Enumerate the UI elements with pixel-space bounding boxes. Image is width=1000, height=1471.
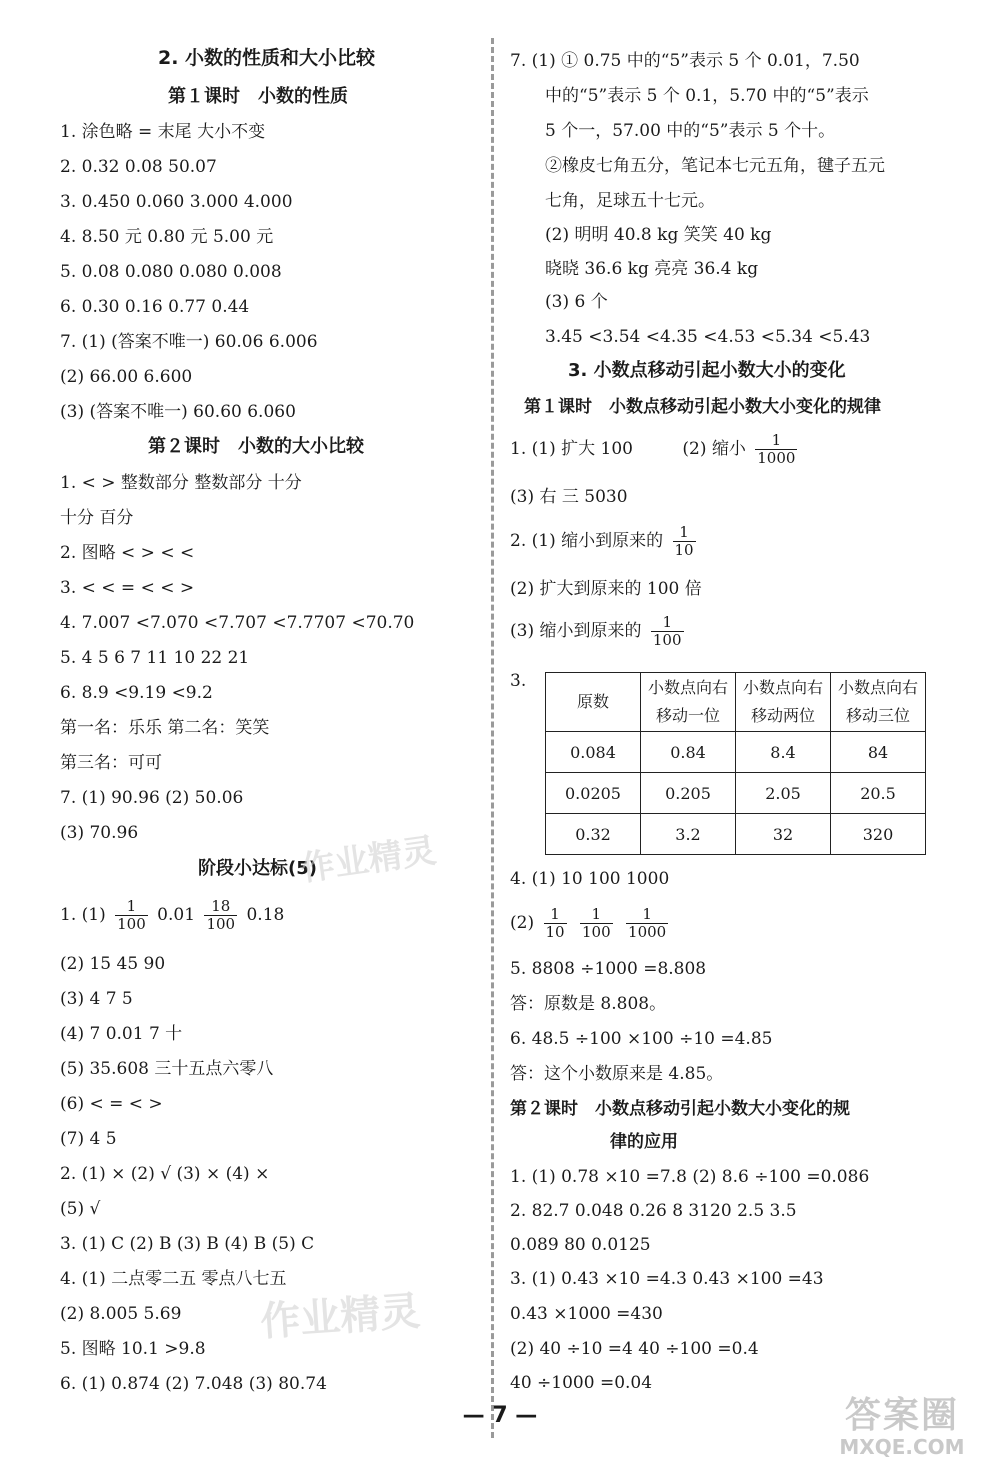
fraction bbox=[115, 898, 148, 933]
watermark: 作业精灵 bbox=[298, 830, 439, 890]
answer-line-fraction bbox=[510, 524, 700, 559]
answer-line: 4. (1) 10 100 1000 bbox=[510, 869, 670, 889]
answer-line: (2) 15 45 90 bbox=[60, 954, 166, 974]
answer-line: 7. (1) 90.96 (2) 50.06 bbox=[60, 788, 244, 808]
lesson-title: 第１课时 小数点移动引起小数大小变化的规律 bbox=[524, 397, 881, 417]
table-cell: 3.2 bbox=[641, 814, 736, 855]
header-text: 小数点向右 bbox=[742, 678, 823, 697]
answer-line: (7) 4 5 bbox=[60, 1129, 117, 1149]
table-cell: 0.32 bbox=[546, 814, 641, 855]
lesson-title: 第２课时 小数的大小比较 bbox=[148, 436, 364, 457]
answer-line: (3) (答案不唯一) 60.60 6.060 bbox=[60, 402, 296, 422]
answer-line: 1. (1) 0.78 ×10 =7.8 (2) 8.6 ÷100 =0.086 bbox=[510, 1167, 870, 1187]
fraction-numerator: 1 bbox=[115, 898, 148, 916]
answer-line: 答：原数是 8.808。 bbox=[510, 994, 667, 1014]
answer-line: 5. 8808 ÷1000 =8.808 bbox=[510, 959, 707, 979]
fraction bbox=[626, 906, 668, 941]
question-number: 3. bbox=[510, 671, 527, 691]
table-cell: 0.0205 bbox=[546, 773, 641, 814]
answer-text: 1. (1) 扩大 100 bbox=[510, 439, 633, 459]
table-row bbox=[546, 773, 926, 814]
answer-line: (4) 7 0.01 7 十 bbox=[60, 1024, 183, 1044]
decimal-shift-table bbox=[545, 672, 926, 855]
answer-line: 5. 图略 10.1 >9.8 bbox=[60, 1339, 206, 1359]
logo-text: 答案圈 bbox=[844, 1395, 959, 1436]
page-number: — 7 — bbox=[462, 1403, 538, 1428]
answer-line: (3) 4 7 5 bbox=[60, 989, 133, 1009]
fraction-denominator: 10 bbox=[545, 923, 565, 941]
answer-line-fractions bbox=[510, 906, 672, 941]
fraction-numerator: 1 bbox=[580, 906, 613, 924]
fraction-denominator: 1000 bbox=[628, 923, 667, 941]
fraction-numerator: 1 bbox=[544, 906, 567, 924]
answer-line: 7. (1) ① 0.75 中的“5”表示 5 个 0.01，7.50 bbox=[510, 51, 860, 71]
table-row bbox=[546, 732, 926, 773]
answer-text: (3) 缩小到原来的 bbox=[510, 621, 642, 641]
column-divider bbox=[491, 38, 494, 1438]
table-cell: 32 bbox=[736, 814, 831, 855]
fraction-numerator: 1 bbox=[651, 614, 684, 632]
answer-line: 七角，足球五十七元。 bbox=[545, 191, 715, 211]
answer-text: 2. (1) 缩小到原来的 bbox=[510, 531, 664, 551]
fraction bbox=[651, 614, 684, 649]
header-text: 小数点向右 bbox=[837, 678, 918, 697]
answer-prefix: (2) bbox=[510, 913, 535, 933]
table-cell: 0.084 bbox=[546, 732, 641, 773]
answer-line: (2) 8.005 5.69 bbox=[60, 1304, 182, 1324]
header-text: 移动三位 bbox=[845, 706, 910, 725]
answer-line: ②橡皮七角五分，笔记本七元五角，毽子五元 bbox=[545, 156, 885, 176]
answer-value: 0.01 bbox=[157, 905, 196, 925]
answer-line: 2. 0.32 0.08 50.07 bbox=[60, 157, 217, 177]
header-text: 移动两位 bbox=[750, 706, 815, 725]
answer-line: 4. 7.007 <7.070 <7.707 <7.7707 <70.70 bbox=[60, 613, 415, 633]
answer-line: (3) 70.96 bbox=[60, 823, 139, 843]
table-header bbox=[546, 673, 641, 732]
answer-prefix: 1. (1) bbox=[60, 905, 106, 925]
answer-line: (2) 扩大到原来的 100 倍 bbox=[510, 579, 702, 599]
fraction bbox=[544, 906, 567, 941]
answer-line: 第一名：乐乐 第二名：笑笑 bbox=[60, 718, 270, 738]
answer-line: 晓晓 36.6 kg 亮亮 36.4 kg bbox=[545, 259, 759, 279]
answer-text: (2) 缩小 bbox=[682, 439, 746, 459]
answer-line: 5 个一，57.00 中的“5”表示 5 个十。 bbox=[545, 121, 836, 141]
table-cell: 0.205 bbox=[641, 773, 736, 814]
fraction-denominator: 100 bbox=[582, 923, 611, 941]
fraction-denominator: 1000 bbox=[757, 449, 796, 467]
answer-line-fractions bbox=[60, 898, 284, 933]
fraction-numerator: 1 bbox=[626, 906, 668, 924]
answer-line: (3) 右 三 5030 bbox=[510, 487, 628, 507]
answer-line: 2. 图略 < > < < bbox=[60, 543, 195, 563]
section-title: 2. 小数的性质和大小比较 bbox=[158, 47, 376, 69]
table-cell: 2.05 bbox=[736, 773, 831, 814]
answer-line: 3. < < = < < > bbox=[60, 578, 195, 598]
answer-line-fraction bbox=[510, 432, 801, 467]
answer-line: 3. (1) C (2) B (3) B (4) B (5) C bbox=[60, 1234, 315, 1254]
table-cell: 84 bbox=[831, 732, 926, 773]
answer-value: 0.18 bbox=[246, 905, 285, 925]
fraction bbox=[755, 432, 797, 467]
fraction-numerator: 1 bbox=[755, 432, 797, 450]
logo-url: MXQE.COM bbox=[839, 1435, 965, 1459]
answer-line: 1. 涂色略 = 末尾 大小不变 bbox=[60, 122, 266, 142]
table-cell: 8.4 bbox=[736, 732, 831, 773]
table-header bbox=[831, 673, 926, 732]
answer-line: 6. (1) 0.874 (2) 7.048 (3) 80.74 bbox=[60, 1374, 327, 1394]
answer-line: 6. 0.30 0.16 0.77 0.44 bbox=[60, 297, 250, 317]
answer-line: 6. 48.5 ÷100 ×100 ÷10 =4.85 bbox=[510, 1029, 773, 1049]
answer-line: 40 ÷1000 =0.04 bbox=[510, 1373, 653, 1393]
header-text: 小数点向右 bbox=[647, 678, 728, 697]
answer-line: (5) 35.608 三十五点六零八 bbox=[60, 1059, 274, 1079]
stage-title: 阶段小达标(5) bbox=[198, 858, 317, 879]
answer-line: (2) 66.00 6.600 bbox=[60, 367, 193, 387]
answer-line: 6. 8.9 <9.19 <9.2 bbox=[60, 683, 213, 703]
answer-line: (6) < = < > bbox=[60, 1094, 163, 1114]
fraction-denominator: 10 bbox=[674, 541, 694, 559]
fraction bbox=[673, 524, 696, 559]
answer-line: 2. (1) × (2) √ (3) × (4) × bbox=[60, 1164, 270, 1184]
watermark: 作业精灵 bbox=[258, 1288, 422, 1346]
answer-line: 7. (1) (答案不唯一) 60.06 6.006 bbox=[60, 332, 318, 352]
lesson-title: 第１课时 小数的性质 bbox=[168, 86, 348, 107]
answer-line: (3) 6 个 bbox=[545, 292, 608, 312]
fraction-denominator: 100 bbox=[206, 915, 236, 933]
answer-line-fraction bbox=[510, 614, 688, 649]
table-cell: 20.5 bbox=[831, 773, 926, 814]
lesson-title-continued: 律的应用 bbox=[610, 1132, 678, 1152]
answer-line: 0.089 80 0.0125 bbox=[510, 1235, 651, 1255]
header-text: 移动一位 bbox=[655, 706, 720, 725]
answer-line: 0.43 ×1000 =430 bbox=[510, 1304, 663, 1324]
fraction-numerator: 18 bbox=[204, 898, 237, 916]
answer-line: 5. 4 5 6 7 11 10 22 21 bbox=[60, 648, 250, 668]
table-cell: 320 bbox=[831, 814, 926, 855]
answer-line: (5) √ bbox=[60, 1199, 101, 1219]
answer-line: 5. 0.08 0.080 0.080 0.008 bbox=[60, 262, 282, 282]
answer-line: 十分 百分 bbox=[60, 508, 134, 528]
answer-line: 中的“5”表示 5 个 0.1，5.70 中的“5”表示 bbox=[545, 86, 869, 106]
fraction-denominator: 100 bbox=[117, 915, 146, 933]
answer-line: (2) 明明 40.8 kg 笑笑 40 kg bbox=[545, 225, 772, 245]
fraction bbox=[580, 906, 613, 941]
answer-line: 3. 0.450 0.060 3.000 4.000 bbox=[60, 192, 293, 212]
site-logo bbox=[818, 1396, 986, 1464]
lesson-title: 第２课时 小数点移动引起小数大小变化的规 bbox=[510, 1099, 850, 1119]
table-header bbox=[641, 673, 736, 732]
answer-line: 4. 8.50 元 0.80 元 5.00 元 bbox=[60, 227, 274, 247]
header-text: 原数 bbox=[576, 692, 609, 711]
table-row bbox=[546, 814, 926, 855]
answer-line: 答：这个小数原来是 4.85。 bbox=[510, 1064, 724, 1084]
fraction-numerator: 1 bbox=[673, 524, 696, 542]
answer-line: 3. (1) 0.43 ×10 =4.3 0.43 ×100 =43 bbox=[510, 1269, 824, 1289]
table-header bbox=[736, 673, 831, 732]
fraction-denominator: 100 bbox=[652, 631, 682, 649]
answer-line: (2) 40 ÷10 =4 40 ÷100 =0.4 bbox=[510, 1339, 759, 1359]
answer-line: 4. (1) 二点零二五 零点八七五 bbox=[60, 1269, 287, 1289]
answer-line: 1. < > 整数部分 整数部分 十分 bbox=[60, 473, 302, 493]
answer-line: 第三名：可可 bbox=[60, 753, 162, 773]
answer-line: 2. 82.7 0.048 0.26 8 3120 2.5 3.5 bbox=[510, 1201, 797, 1221]
table-cell: 0.84 bbox=[641, 732, 736, 773]
answer-line: 3.45 <3.54 <4.35 <4.53 <5.34 <5.43 bbox=[545, 327, 871, 347]
fraction bbox=[204, 898, 237, 933]
section-title: 3. 小数点移动引起小数大小的变化 bbox=[568, 360, 846, 381]
table-header-row bbox=[546, 673, 926, 732]
